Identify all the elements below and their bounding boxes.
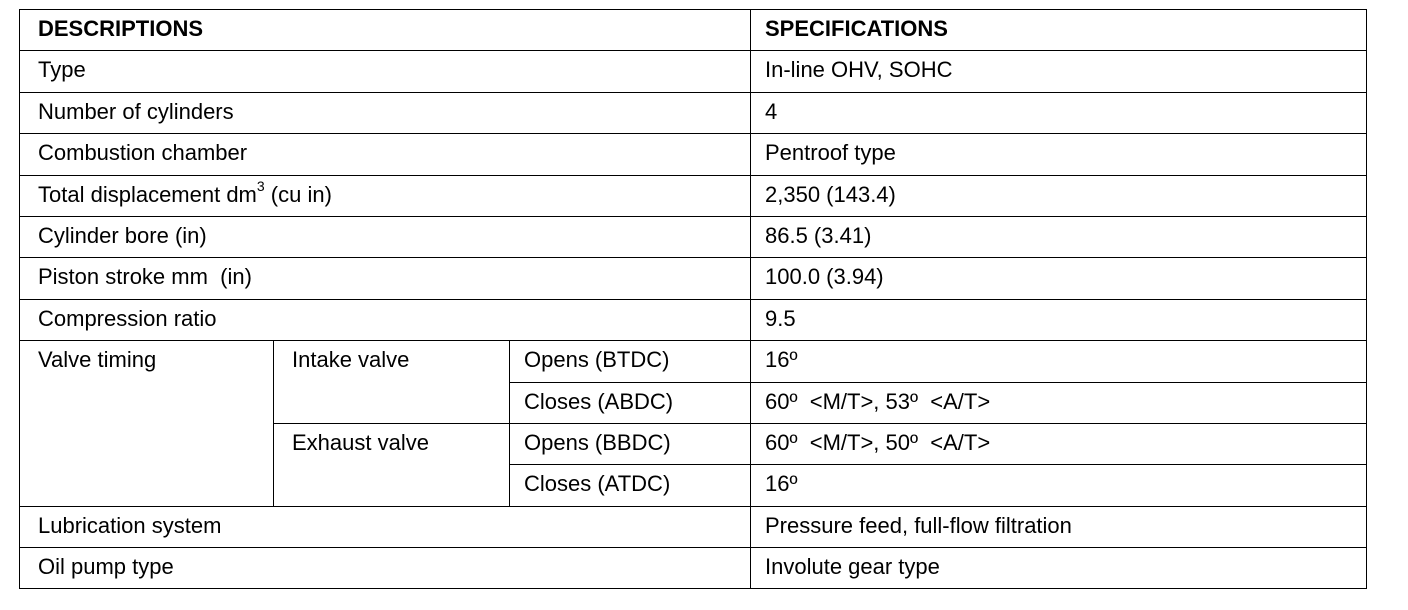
row-label: Oil pump type [20, 548, 751, 589]
row-value: Pentroof type [751, 134, 1367, 175]
table-row [20, 299, 1367, 340]
intake-opens-label: Opens (BTDC) [510, 341, 751, 382]
table-row [20, 134, 1367, 175]
specifications-table [19, 9, 1367, 589]
row-value: 2,350 (143.4) [751, 175, 1367, 216]
intake-valve-label: Intake valve [274, 341, 510, 424]
row-value: 9.5 [751, 299, 1367, 340]
displacement-label-text: Total displacement dm [38, 181, 257, 207]
row-value: Pressure feed, full-flow filtration [751, 506, 1367, 547]
row-label: Cylinder bore (in) [20, 216, 751, 257]
exhaust-closes-value: 16º [751, 465, 1367, 506]
displacement-label-sup: 3 [256, 178, 265, 195]
table-row [20, 506, 1367, 547]
row-label: Lubrication system [20, 506, 751, 547]
row-label [20, 175, 751, 216]
table-row [20, 92, 1367, 133]
row-label: Number of cylinders [20, 92, 751, 133]
row-label: Type [20, 51, 751, 92]
table-header-row [20, 10, 1367, 51]
specifications-header: SPECIFICATIONS [751, 10, 1367, 51]
table-row [20, 341, 1367, 382]
intake-closes-value: 60º <M/T>, 53º <A/T> [751, 382, 1367, 423]
intake-opens-value: 16º [751, 341, 1367, 382]
exhaust-opens-value: 60º <M/T>, 50º <A/T> [751, 423, 1367, 464]
table-row [20, 51, 1367, 92]
row-value: 86.5 (3.41) [751, 216, 1367, 257]
row-label: Combustion chamber [20, 134, 751, 175]
intake-closes-label: Closes (ABDC) [510, 382, 751, 423]
descriptions-header: DESCRIPTIONS [20, 10, 751, 51]
exhaust-valve-label: Exhaust valve [274, 423, 510, 506]
displacement-label-suffix: (cu in) [264, 181, 332, 207]
exhaust-opens-label: Opens (BBDC) [510, 423, 751, 464]
row-value: In-line OHV, SOHC [751, 51, 1367, 92]
row-value: 100.0 (3.94) [751, 258, 1367, 299]
table-row [20, 216, 1367, 257]
row-value: 4 [751, 92, 1367, 133]
table-row [20, 175, 1367, 216]
exhaust-closes-label: Closes (ATDC) [510, 465, 751, 506]
table-row [20, 258, 1367, 299]
row-value: Involute gear type [751, 548, 1367, 589]
table-row [20, 548, 1367, 589]
row-label: Piston stroke mm (in) [20, 258, 751, 299]
row-label: Compression ratio [20, 299, 751, 340]
valve-timing-label: Valve timing [20, 341, 274, 507]
